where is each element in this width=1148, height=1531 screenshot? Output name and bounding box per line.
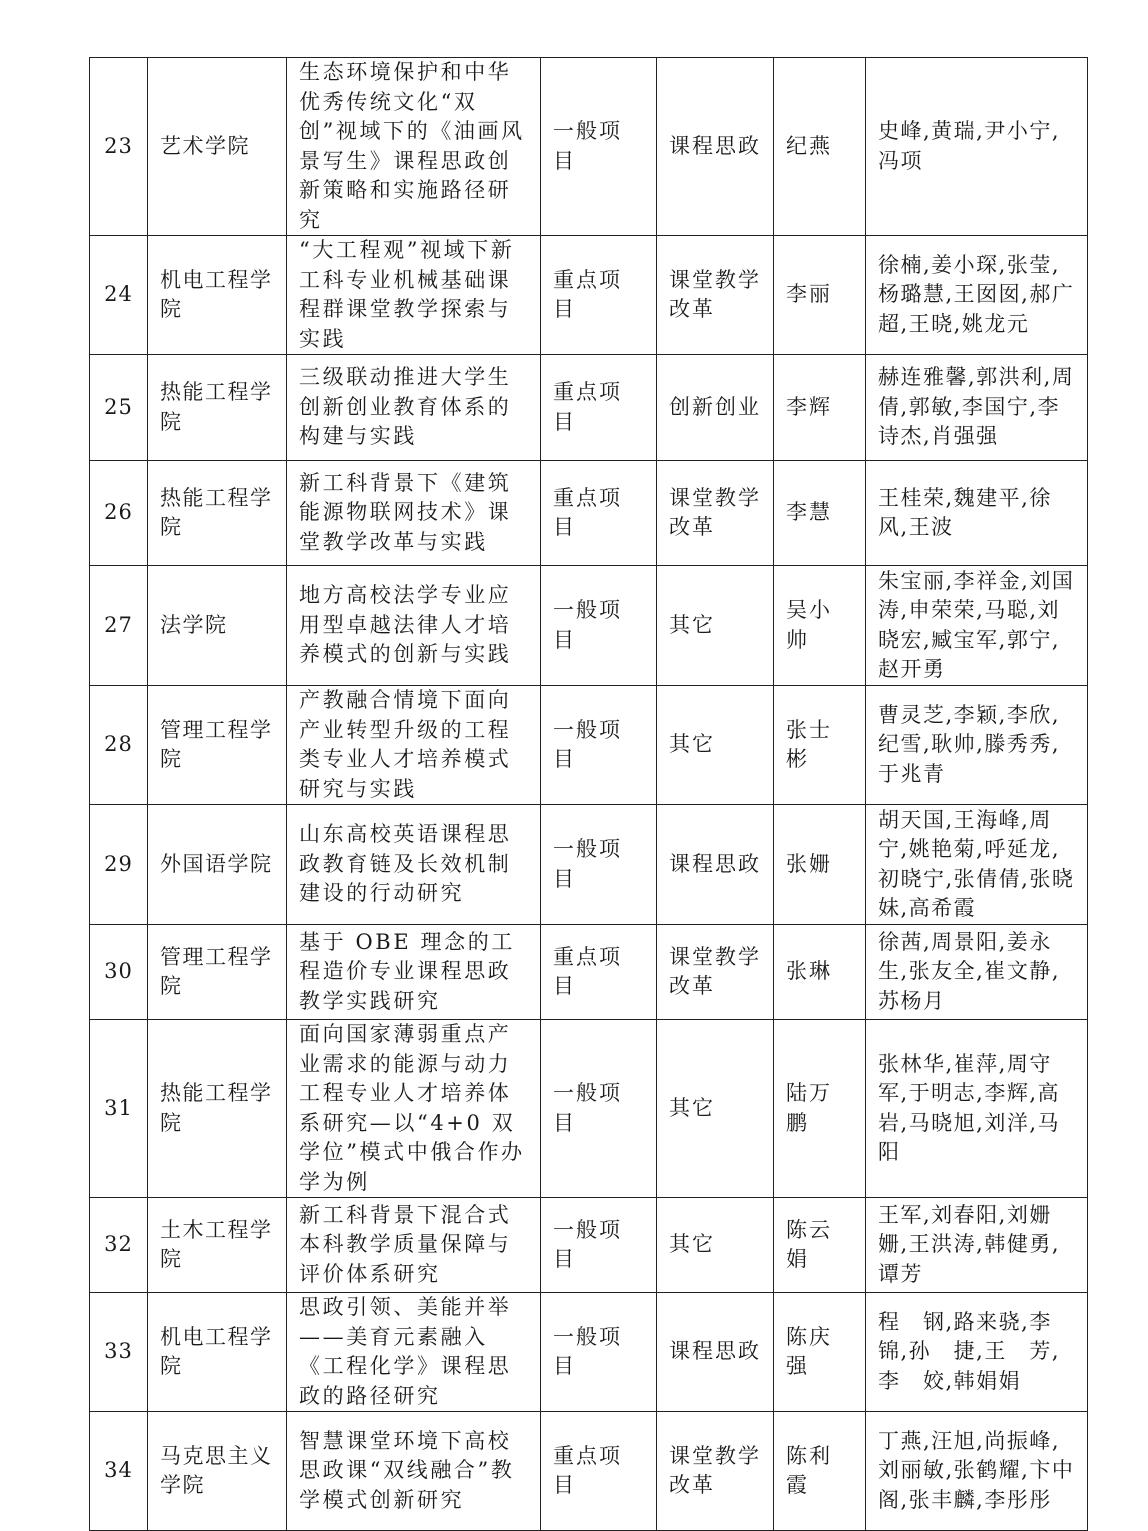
project-title-cell: 新工科背景下混合式本科教学质量保障与评价体系研究 — [287, 1198, 541, 1293]
leader-cell: 李慧 — [774, 461, 866, 566]
project-level-cell: 一般项目 — [541, 566, 657, 686]
project-type-cell: 课程思政 — [657, 58, 774, 236]
project-level-cell: 重点项目 — [541, 236, 657, 355]
project-table — [89, 57, 1088, 1531]
members-cell: 曹灵芝,李颖,李欣,纪雪,耿帅,滕秀秀,于兆青 — [866, 686, 1088, 805]
college-cell: 法学院 — [148, 566, 287, 686]
project-type-cell: 课堂教学改革 — [657, 925, 774, 1020]
project-type-cell: 其它 — [657, 1020, 774, 1198]
college-cell: 机电工程学院 — [148, 236, 287, 355]
project-type-cell: 其它 — [657, 686, 774, 805]
leader-cell: 陈云娟 — [774, 1198, 866, 1293]
members-cell: 朱宝丽,李祥金,刘国涛,申荣荣,马聪,刘晓宏,臧宝军,郭宁,赵开勇 — [866, 566, 1088, 686]
table-row — [90, 461, 1088, 566]
college-cell: 艺术学院 — [148, 58, 287, 236]
members-cell: 徐茜,周景阳,姜永生,张友全,崔文静,苏杨月 — [866, 925, 1088, 1020]
row-number: 29 — [90, 805, 148, 925]
project-level-cell: 重点项目 — [541, 461, 657, 566]
project-level-cell: 一般项目 — [541, 58, 657, 236]
project-level-cell: 一般项目 — [541, 686, 657, 805]
leader-cell: 陈庆强 — [774, 1293, 866, 1412]
table-row — [90, 805, 1088, 925]
project-type-cell: 其它 — [657, 566, 774, 686]
row-number: 31 — [90, 1020, 148, 1198]
project-type-cell: 创新创业 — [657, 355, 774, 461]
members-cell: 赫连雅馨,郭洪利,周倩,郭敏,李国宁,李诗杰,肖强强 — [866, 355, 1088, 461]
members-cell: 程 钢,路来骁,李锦,孙 捷,王 芳,李 姣,韩娟娟 — [866, 1293, 1088, 1412]
table-row — [90, 1412, 1088, 1531]
project-level-cell: 重点项目 — [541, 1412, 657, 1531]
row-number: 27 — [90, 566, 148, 686]
project-type-cell: 课堂教学改革 — [657, 1412, 774, 1531]
table-row — [90, 58, 1088, 236]
row-number: 32 — [90, 1198, 148, 1293]
table-row — [90, 1293, 1088, 1412]
project-title-cell: 生态环境保护和中华优秀传统文化“双创”视域下的《油画风景写生》课程思政创新策略和实施路径研究 — [287, 58, 541, 236]
row-number: 24 — [90, 236, 148, 355]
members-cell: 王桂荣,魏建平,徐风,王波 — [866, 461, 1088, 566]
project-level-cell: 重点项目 — [541, 925, 657, 1020]
college-cell: 热能工程学院 — [148, 1020, 287, 1198]
project-title-cell: 面向国家薄弱重点产业需求的能源与动力工程专业人才培养体系研究—以“4+0 双学位”模式中俄合作办学为例 — [287, 1020, 541, 1198]
table-row — [90, 1020, 1088, 1198]
college-cell: 热能工程学院 — [148, 461, 287, 566]
project-level-cell: 一般项目 — [541, 1020, 657, 1198]
project-type-cell: 课堂教学改革 — [657, 461, 774, 566]
table-row — [90, 686, 1088, 805]
row-number: 26 — [90, 461, 148, 566]
row-number: 33 — [90, 1293, 148, 1412]
project-level-cell: 一般项目 — [541, 1293, 657, 1412]
leader-cell: 李辉 — [774, 355, 866, 461]
project-type-cell: 课堂教学改革 — [657, 236, 774, 355]
project-type-cell: 课程思政 — [657, 805, 774, 925]
leader-cell: 李丽 — [774, 236, 866, 355]
row-number: 25 — [90, 355, 148, 461]
project-title-cell: 山东高校英语课程思政教育链及长效机制建设的行动研究 — [287, 805, 541, 925]
table-row — [90, 566, 1088, 686]
row-number: 28 — [90, 686, 148, 805]
project-title-cell: 基于 OBE 理念的工程造价专业课程思政教学实践研究 — [287, 925, 541, 1020]
leader-cell: 纪燕 — [774, 58, 866, 236]
table-row — [90, 1198, 1088, 1293]
members-cell: 张林华,崔萍,周守军,于明志,李辉,高岩,马晓旭,刘洋,马阳 — [866, 1020, 1088, 1198]
leader-cell: 陆万鹏 — [774, 1020, 866, 1198]
row-number: 34 — [90, 1412, 148, 1531]
project-level-cell: 重点项目 — [541, 355, 657, 461]
project-type-cell: 其它 — [657, 1198, 774, 1293]
leader-cell: 陈利霞 — [774, 1412, 866, 1531]
project-level-cell: 一般项目 — [541, 805, 657, 925]
college-cell: 热能工程学院 — [148, 355, 287, 461]
row-number: 23 — [90, 58, 148, 236]
project-title-cell: 智慧课堂环境下高校思政课“双线融合”教学模式创新研究 — [287, 1412, 541, 1531]
members-cell: 徐楠,姜小琛,张莹,杨璐慧,王囡囡,郝广超,王晓,姚龙元 — [866, 236, 1088, 355]
leader-cell: 张琳 — [774, 925, 866, 1020]
project-level-cell: 一般项目 — [541, 1198, 657, 1293]
members-cell: 丁燕,汪旭,尚振峰,刘丽敏,张鹤耀,卞中阁,张丰麟,李彤彤 — [866, 1412, 1088, 1531]
project-title-cell: 三级联动推进大学生创新创业教育体系的构建与实践 — [287, 355, 541, 461]
members-cell: 王军,刘春阳,刘姗姗,王洪涛,韩健勇,谭芳 — [866, 1198, 1088, 1293]
table-row — [90, 925, 1088, 1020]
table-row — [90, 355, 1088, 461]
college-cell: 外国语学院 — [148, 805, 287, 925]
college-cell: 机电工程学院 — [148, 1293, 287, 1412]
members-cell: 胡天国,王海峰,周宁,姚艳菊,呼延龙,初晓宁,张倩倩,张晓妹,高希霞 — [866, 805, 1088, 925]
row-number: 30 — [90, 925, 148, 1020]
project-title-cell: “大工程观”视域下新工科专业机械基础课程群课堂教学探索与实践 — [287, 236, 541, 355]
members-cell: 史峰,黄瑞,尹小宁,冯项 — [866, 58, 1088, 236]
project-type-cell: 课程思政 — [657, 1293, 774, 1412]
college-cell: 马克思主义学院 — [148, 1412, 287, 1531]
project-title-cell: 产教融合情境下面向产业转型升级的工程类专业人才培养模式研究与实践 — [287, 686, 541, 805]
college-cell: 管理工程学院 — [148, 925, 287, 1020]
project-title-cell: 地方高校法学专业应用型卓越法律人才培养模式的创新与实践 — [287, 566, 541, 686]
leader-cell: 吴小帅 — [774, 566, 866, 686]
project-title-cell: 思政引领、美能并举——美育元素融入《工程化学》课程思政的路径研究 — [287, 1293, 541, 1412]
leader-cell: 张士彬 — [774, 686, 866, 805]
project-title-cell: 新工科背景下《建筑能源物联网技术》课堂教学改革与实践 — [287, 461, 541, 566]
leader-cell: 张姗 — [774, 805, 866, 925]
college-cell: 管理工程学院 — [148, 686, 287, 805]
college-cell: 土木工程学院 — [148, 1198, 287, 1293]
table-row — [90, 236, 1088, 355]
